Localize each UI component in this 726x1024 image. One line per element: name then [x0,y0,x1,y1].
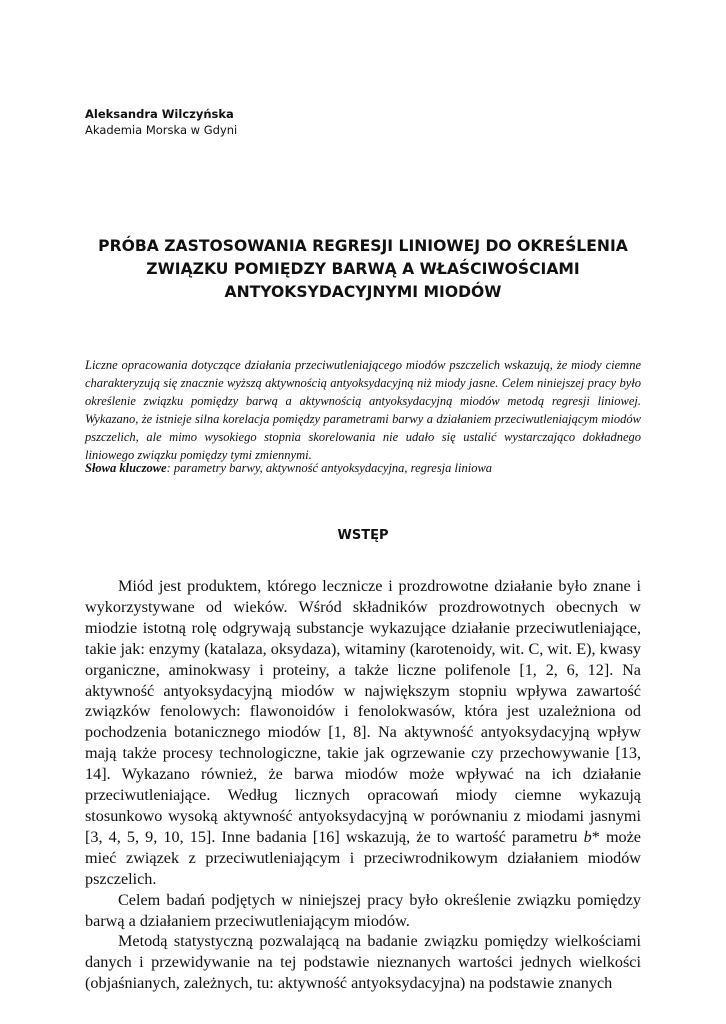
title-line-2: ZWIĄZKU POMIĘDZY BARWĄ A WŁAŚCIWOŚCIAMI [146,260,580,278]
author-name: Aleksandra Wilczyńska [85,107,234,121]
keywords-label: Słowa kluczowe [85,461,167,475]
author-affiliation: Akademia Morska w Gdyni [85,123,238,137]
paragraph-2: Celem badań podjętych w niniejszej pracy było określenie związku pomiędzy barwą a działaniem przeciwutleniającym miodów. [85,890,641,930]
title-line-1: PRÓBA ZASTOSOWANIA REGRESJI LINIOWEJ DO OKREŚLENIA [98,237,628,255]
keywords-text: : parametry barwy, aktywność antyoksydacyjna, regresja liniowa [166,461,493,475]
title-line-3: ANTYOKSYDACYJNYMI MIODÓW [224,283,502,301]
keywords [85,459,641,477]
parameter-b: b [583,827,592,846]
paragraph-1-text-end: * może mieć związek z przeciwutleniającym i przeciwrodnikowym działaniem miodów pszczelich. [85,827,641,888]
paper-title [85,235,641,304]
body-text [85,576,641,994]
paragraph-1 [85,576,641,890]
author-block [85,106,237,138]
paragraph-1-text: Miód jest produktem, którego lecznicze i prozdrowotne działanie było znane i wykorzystywane od wieków. Wśród składników prozdrowotnych obecnych w miodzie istotną rolę odgrywają substancje wykazujące działanie przeciwutleniające, takie jak: enzymy (katalaza, oksydaza), witaminy (karotenoidy, wit. C, wit. E), kwasy organiczne, aminokwasy i proteiny, a także liczne polifenole [1, 2, 6, 12]. Na aktywność antyoksydacyjną miodów w największym stopniu wpływa zawartość związków fenolowych: flawonoidów i fenolokwasów, która jest uzależniona od pochodzenia botanicznego miodów [1, 8]. Na aktywność antyoksydacyjną wpływ mają także procesy technologiczne, takie jak ogrzewanie czy przechowywanie [13, 14]. Wykazano również, że barwa miodów może wpływać na ich działanie przeciwutleniające. Według licznych opracowań miody ciemne wykazują stosunkowo wysoką aktywność antyoksydacyjną w porównaniu z miodami jasnymi [3, 4, 5, 9, 10, 15]. Inne badania [16] wskazują, że to wartość parametru [85,577,641,846]
section-heading: WSTĘP [337,528,389,543]
paragraph-3: Metodą statystyczną pozwalającą na badanie związku pomiędzy wielkościami danych i przewidywanie na tej podstawie nieznanych wartości jednych wielkości (objaśnianych, zależnych, tu: aktywność antyoksydacyjna) na podstawie znanych [85,932,641,993]
abstract: Liczne opracowania dotyczące działania przeciwutleniającego miodów pszczelich wskazują, że miody ciemne charakteryzują się znacznie wyższą aktywnością antyoksydacyjną niż miody jasne. Celem niniejszej pracy było określenie związku pomiędzy barwą a aktywnością antyoksydacyjną miodów metodą regresji liniowej. Wykazano, że istnieje silna korelacja pomiędzy parametrami barwy a działaniem przeciwutleniającym miodów pszczelich, ale mimo wysokiego stopnia skorelowania nie udało się ustalić wystarczająco dokładnego liniowego związku pomiędzy tymi zmiennymi. [85,358,641,462]
